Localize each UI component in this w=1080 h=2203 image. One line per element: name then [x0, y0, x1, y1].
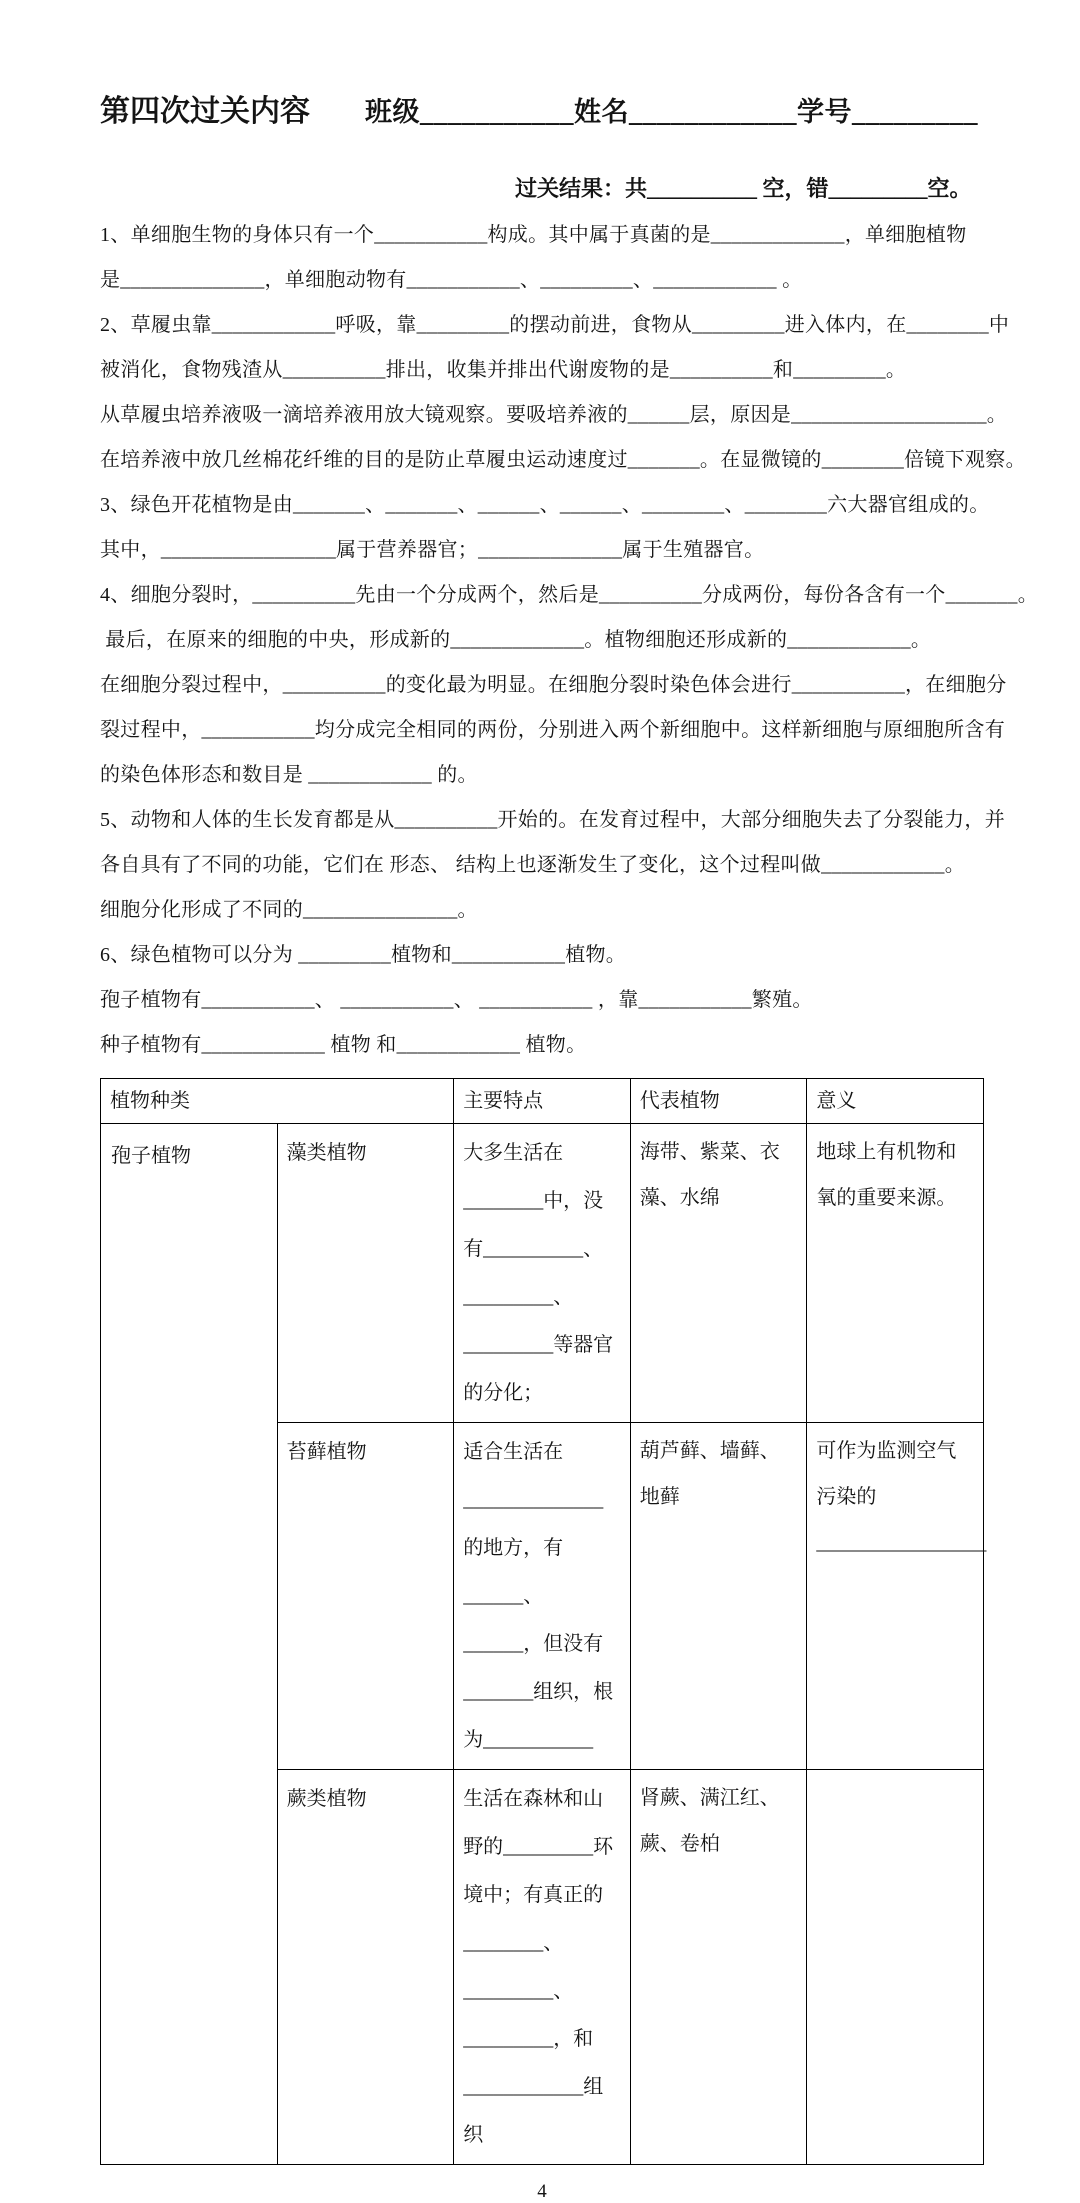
question-line: 从草履虫培养液吸一滴培养液用放大镜观察。要吸培养液的______层，原因是___________________。	[100, 404, 1008, 426]
question-line: 4、细胞分裂时，__________先由一个分成两个，然后是__________分成两份，每份各含有一个_______。	[100, 584, 1038, 606]
header-representative-plants: 代表植物	[630, 1079, 807, 1124]
group-label-spore-plants: 孢子植物	[101, 1124, 278, 2165]
examples-cell: 葫芦藓、墙藓、地藓	[630, 1423, 807, 1770]
student-info-blanks: 班级___________姓名____________学号_________	[365, 97, 978, 127]
plant-type-cell: 苔藓植物	[277, 1423, 454, 1770]
page-number: 4	[537, 2181, 547, 2202]
worksheet-title: 第四次过关内容	[100, 95, 310, 128]
question-line: 种子植物有____________ 植物 和____________ 植物。	[100, 1034, 587, 1056]
question-line: 5、动物和人体的生长发育都是从__________开始的。在发育过程中，大部分细胞失去了分裂能力，并	[100, 809, 1005, 831]
header-plant-species: 植物种类	[101, 1079, 454, 1124]
features-cell: 大多生活在________中，没有__________、_________、_________等器官的分化；	[454, 1124, 631, 1423]
question-line: 各自具有了不同的功能，它们在 形态、 结构上也逐渐发生了变化，这个过程叫做____________。	[100, 854, 965, 876]
question-line: 被消化，食物残渣从__________排出，收集并排出代谢废物的是__________和_________。	[100, 359, 907, 381]
header-significance: 意义	[807, 1079, 984, 1124]
question-line: 其中，_________________属于营养器官；______________属于生殖器官。	[100, 539, 765, 561]
features-cell: 适合生活在______________的地方，有______、______，但没有_______组织，根为___________	[454, 1423, 631, 1770]
result-summary-line: 过关结果：共__________ 空，错_________空。	[515, 176, 972, 201]
question-line: 是______________，单细胞动物有___________、_________、____________ 。	[100, 269, 803, 291]
significance-cell: 可作为监测空气污染的_________________	[807, 1423, 984, 1770]
question-line: 2、草履虫靠____________呼吸，靠_________的摆动前进，食物从_________进入体内，在________中	[100, 314, 1010, 336]
title-row	[100, 86, 984, 130]
examples-cell: 肾蕨、满江红、蕨、卷柏	[630, 1770, 807, 2165]
question-line: 在细胞分裂过程中，__________的变化最为明显。在细胞分裂时染色体会进行___________，在细胞分	[100, 674, 1007, 696]
question-line: 的染色体形态和数目是 ____________ 的。	[100, 764, 478, 786]
plant-type-cell: 蕨类植物	[277, 1770, 454, 2165]
features-cell: 生活在森林和山野的_________环境中；有真正的________、_________、_________，和____________组织	[454, 1770, 631, 2165]
significance-cell: 地球上有机物和氧的重要来源。	[807, 1124, 984, 1423]
examples-cell: 海带、紫菜、衣藻、水绵	[630, 1124, 807, 1423]
question-line: 1、单细胞生物的身体只有一个___________构成。其中属于真菌的是_____________，单细胞植物	[100, 224, 967, 246]
question-line: 在培养液中放几丝棉花纤维的目的是防止草履虫运动速度过_______。在显微镜的________倍镜下观察。	[100, 449, 1026, 471]
question-section	[100, 213, 1038, 1068]
question-line: 6、绿色植物可以分为 _________植物和___________植物。	[100, 944, 627, 966]
plant-type-cell: 藻类植物	[277, 1124, 454, 1423]
question-line: 裂过程中，___________均分成完全相同的两份，分别进入两个新细胞中。这样新细胞与原细胞所含有	[100, 719, 1005, 741]
significance-cell	[807, 1770, 984, 2165]
question-line: 最后，在原来的细胞的中央，形成新的_____________。植物细胞还形成新的____________。	[100, 629, 932, 651]
question-line: 细胞分化形成了不同的_______________。	[100, 899, 478, 921]
table-header-row	[101, 1079, 984, 1124]
question-line: 3、绿色开花植物是由_______、_______、______、______、________、________六大器官组成的。	[100, 494, 990, 516]
table-row-algae	[101, 1124, 984, 1423]
plant-types-table	[100, 1078, 987, 2165]
header-main-features: 主要特点	[454, 1079, 631, 1124]
question-line: 孢子植物有___________、 ___________、 ___________ ，靠___________繁殖。	[100, 989, 813, 1011]
